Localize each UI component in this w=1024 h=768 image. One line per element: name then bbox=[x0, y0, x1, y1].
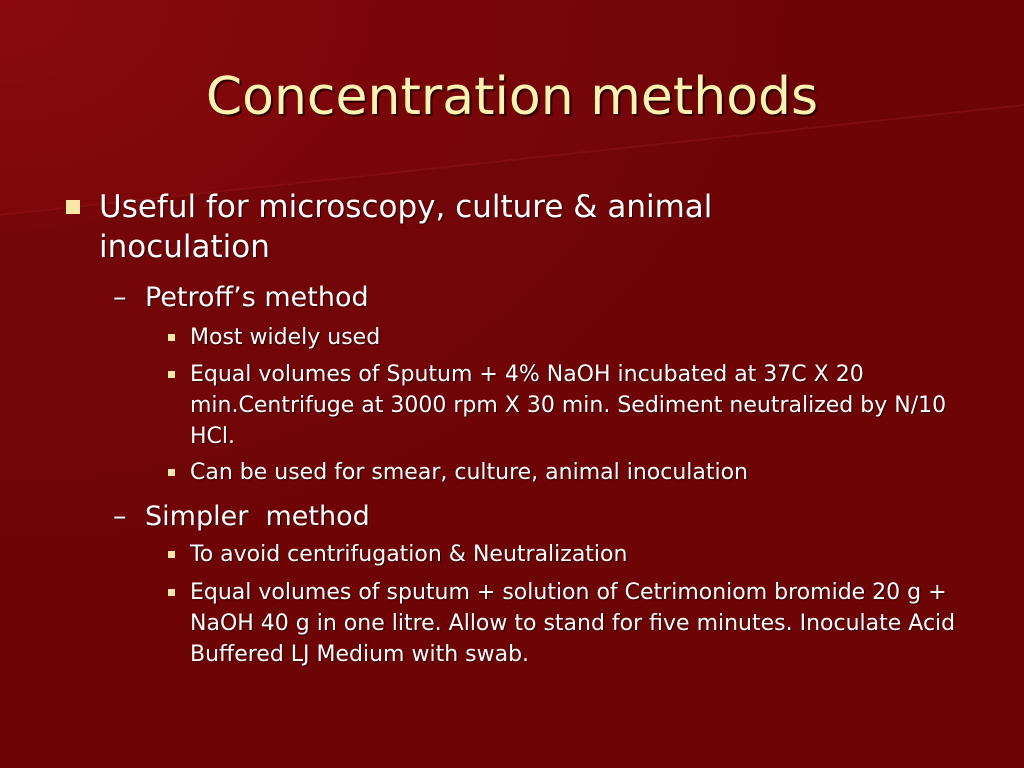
main-bullet-text: Useful for microscopy, culture & animal inoculation bbox=[99, 189, 713, 265]
slide-title: Concentration methods bbox=[205, 67, 819, 127]
method-point: Can be used for smear, culture, animal inoculation bbox=[190, 460, 749, 485]
dash-icon: – bbox=[113, 282, 127, 313]
small-bullet-icon bbox=[168, 551, 175, 558]
bullet-square-icon bbox=[66, 200, 80, 214]
dash-icon: – bbox=[113, 501, 127, 532]
method-point: Equal volumes of Sputum + 4% NaOH incubated at 37C X 20 min.Centrifuge at 3000 rpm X 30 min. Sediment neutralized by N/10 HCl. bbox=[190, 362, 947, 449]
method-heading: Simpler method bbox=[145, 501, 370, 532]
method-point: Most widely used bbox=[190, 325, 381, 350]
small-bullet-icon bbox=[168, 334, 175, 341]
small-bullet-icon bbox=[168, 371, 175, 378]
small-bullet-icon bbox=[168, 589, 175, 596]
small-bullet-icon bbox=[168, 469, 175, 476]
method-point: Equal volumes of sputum + solution of Cetrimoniom bromide 20 g + NaOH 40 g in one litre. Allow to stand for five minutes. Inoculate Acid Buffered LJ Medium with swab. bbox=[190, 580, 956, 667]
method-point: To avoid centrifugation & Neutralization bbox=[190, 542, 628, 567]
method-heading: Petroff’s method bbox=[145, 282, 369, 313]
